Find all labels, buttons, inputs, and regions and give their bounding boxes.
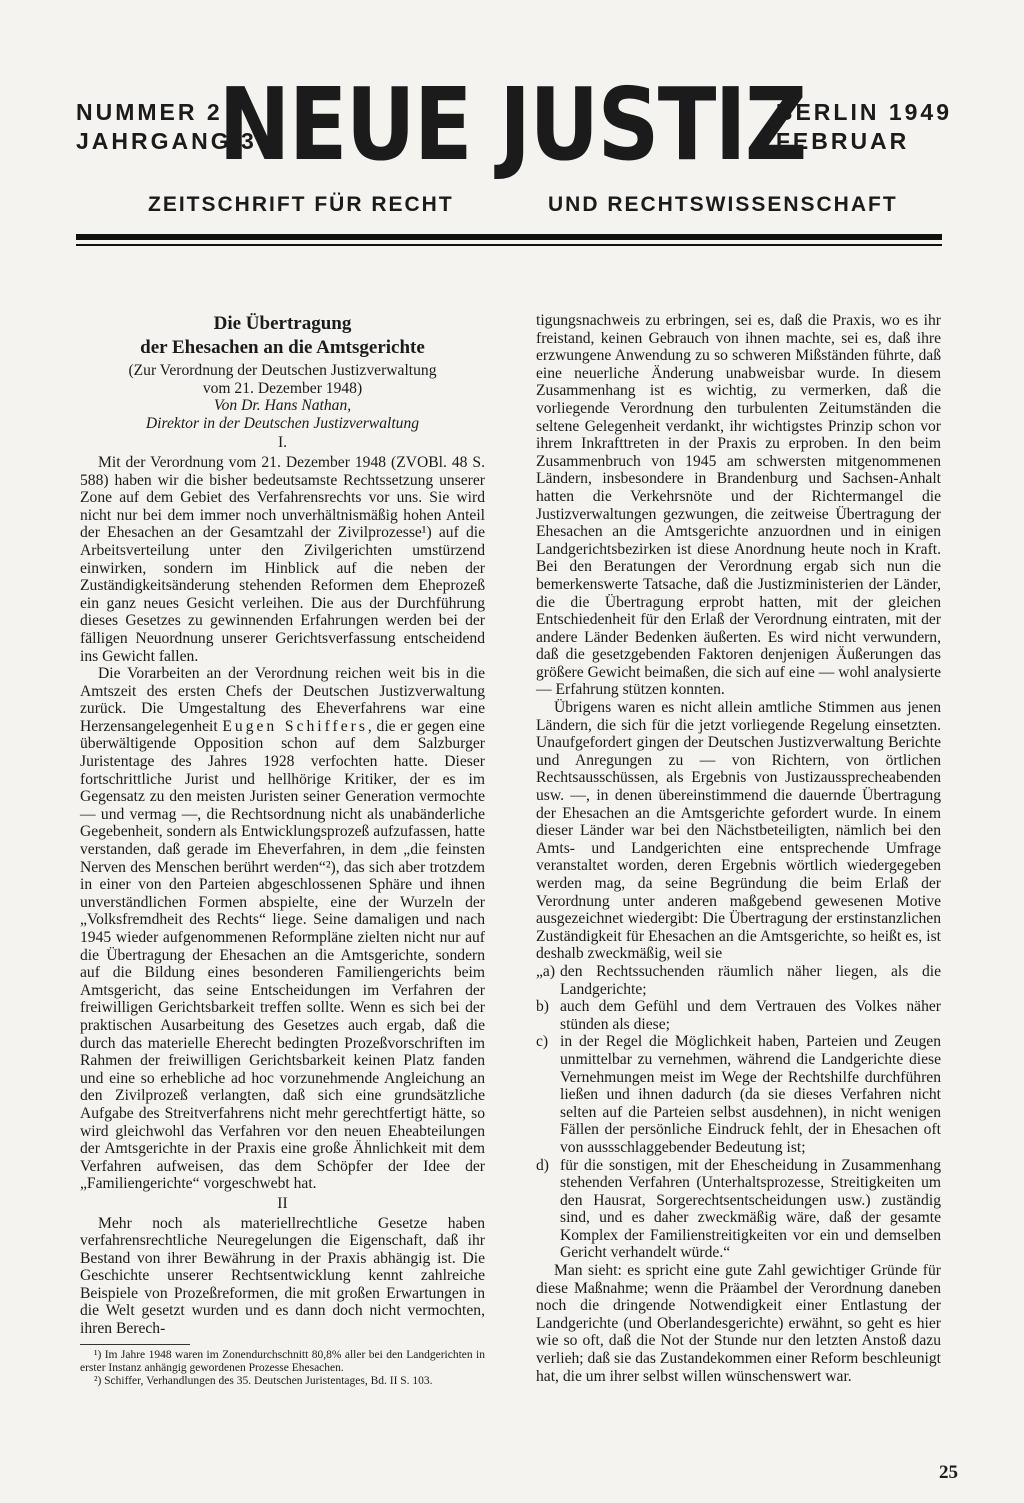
journal-title: NEUE JUSTIZ (218, 66, 806, 183)
page-number: 25 (939, 1462, 958, 1483)
quoted-list (536, 963, 941, 1262)
paragraph-6: Man sieht: es spricht eine gute Zahl gewichtiger Gründe für diese Maßnahme; wenn die Präambel der Verordnung daneben noch die dringende Notwendigkeit einer Entlastung der Landgerichte (und Oberlandesgerichte) erwähnt, so geht es hier wie so oft, daß die Not der Stunde nur den letzten Anstoß dazu verlieh; daß sie das Zustandekommen einer Reform beschleunigt hat, die um ihrer selbst willen wünschenswert war. (536, 1262, 941, 1385)
right-column (536, 312, 941, 1385)
list-item: b) auch dem Gefühl und dem Vertrauen des Volkes näher stünden als diese; (536, 998, 941, 1033)
paragraph-2: Die Vorarbeiten an der Verordnung reichen weit bis in die Amtszeit des ersten Chefs der Deutschen Justizverwaltung zurück. Die Umgestaltung des Eheverfahrens war eine Herzensangelegenheit Eugen Schiffers, die er gegen eine überwältigende Opposition schon auf dem Salzburger Juristentage des Jahres 1928 verfochten hatte. Dieser fortschrittliche Jurist und hellhörige Kritiker, der es im Gegensatz zu den meisten Juristen seiner Generation vermochte — und vermag —, die Rechtsordnung nicht als unabänderliche Gegebenheit, sondern als Entwicklungsprozeß aufzufassen, hatte verstanden, daß gerade im Eheverfahren, in dem „die feinsten Nerven des Menschen berührt werden“²), das sich aber trotzdem in einer von den Parteien abgeschlossenen Sphäre und ihnen unverständlichen Formen abspielte, eine der Wurzeln der „Volksfremdheit des Rechts“ liege. Seine damaligen und nach 1945 wieder aufgenommenen Reformpläne zielten nicht nur auf die Übertragung der Ehesachen an die Amtsgerichte, sondern auf die Bildung eines besonderen Familiengerichts beim Amtsgericht, das seine Entscheidungen im Verfahren der freiwilligen Gerichtsbarkeit treffen sollte. Wenn es sich bei der praktischen Ausarbeitung des Gesetzes auch ergab, daß die durch das materielle Eherecht bedingten Prozeßvorschriften im Rahmen der freiwilligen Gerichtsbarkeit keinen Platz fanden und eine so erhebliche ad hoc vorzunehmende Angleichung an den Zivilprozeß verlangten, daß sich eine grundsätzliche Aufgabe des Streitverfahrens nicht mehr gerechtfertigt hätte, so wird gleichwohl das Verfahren vor den neuen Eheabteilungen der Amtsgerichte in der Praxis eine große Ähnlichkeit mit dem Verfahren aufweisen, das dem Schöpfer der Idee der „Familiengerichte“ vorgeschwebt hat. (80, 665, 485, 1193)
list-item: „a) den Rechtssuchenden räumlich näher liegen, als die Landgerichte; (536, 962, 941, 998)
masthead-rule-thick (76, 234, 942, 240)
issue-number: NUMMER 2 (76, 99, 223, 125)
paragraph-3: Mehr noch als materiellrechtliche Gesetze haben verfahrensrechtliche Neuregelungen die Eigenschaft, daß ihr Bestand von ihrer Bewährung in der Praxis abhängig ist. Die Geschichte unserer Rechtsentwicklung kennt zahlreiche Beispiele von Prozeßreformen, die mit großen Erwartungen in die Welt gesetzt wurden und es dann doch nicht vermochten, ihren Berech- (80, 1214, 485, 1338)
list-item: c) in der Regel die Möglichkeit haben, Parteien und Zeugen unmittelbar zu vernehmen, während die Landgerichte diese Vernehmungen meist im Wege der Rechtshilfe durchführen ließen und ihnen dadurch (da sie dieses Verfahren nicht selten auf die Parteien selbst ausdehnen), in nicht wenigen Fällen der persönliche Eindruck fehlt, der in Ehesachen oft von aussschlaggebender Bedeutung ist; (536, 1033, 941, 1156)
journal-subtitle-left: ZEITSCHRIFT FÜR RECHT (148, 193, 454, 216)
article-subtitle: (Zur Verordnung der Deutschen Justizverwaltung vom 21. Dezember 1948) (128, 362, 437, 397)
masthead-rule-thin (76, 244, 942, 246)
journal-subtitle-right: UND RECHTSWISSENSCHAFT (548, 193, 898, 216)
article-title: Die Übertragung der Ehesachen an die Amtsgerichte (140, 313, 425, 358)
footnote-2: ²) Schiffer, Verhandlungen des 35. Deutschen Juristentages, Bd. II S. 103. (94, 1374, 433, 1387)
paragraph-1: Mit der Verordnung vom 21. Dezember 1948 (ZVOBl. 48 S. 588) haben wir die bisher bedeutsamste Rechtssetzung unserer Zone auf dem Gebiet des Verfahrensrechts vor uns. Sie wird nicht nur bei dem immer noch unverhältnismäßig hohen Anteil der Ehesachen an der Gesamtzahl der Zivilprozesse¹) auf die Arbeitsverteilung unter den Zivilgerichten umstürzend einwirken, sondern im Hinblick auf die neben der Zuständigkeitsänderung stehenden Reformen dem Eheprozeß ein ganz neues Gesicht verleihen. Die aus der Durchführung dieses Gesetzes zu gewinnenden Erfahrungen werden bei der fälligen Neuordnung unserer Gerichtsverfassung entscheidend ins Gewicht fallen. (80, 453, 485, 665)
month: FEBRUAR (775, 128, 910, 154)
footnote-1: ¹) Im Jahre 1948 waren im Zonendurchschnitt 80,8% aller bei den Landgerichten in erster Instanz anhängig gewordenen Prozesse Ehesachen. (80, 1348, 485, 1374)
list-item: d) für die sonstigen, mit der Ehescheidung in Zusammenhang stehenden Verfahren (Unterhaltsprozesse, Streitigkeiten um den Hausrat, Sorgerechtsentscheidungen usw.) zuständig sind, und es daher zweckmäßig wäre, daß der gesamte Komplex der Familienstreitigkeiten vor ein und demselben Gericht verhandelt würde.“ (536, 1156, 941, 1262)
paragraph-5: Übrigens waren es nicht allein amtliche Stimmen aus jenen Ländern, die sich für die jetzt vorliegende Regelung einsetzten. Unaufgefordert gingen der Deutschen Justizverwaltung Berichte und Anregungen zu — von Richtern, von örtlichen Rechtsausschüssen, als Ergebnis von Justizaussprecheabenden usw. —, in denen übereinstimmend die dauernde Übertragung der Ehesachen an die Amtsgerichte gefordert wurde. In einem dieser Länder war bei den Nächstbeteiligten, nämlich bei den Amts- und Landgerichten eine entsprechende Umfrage veranstaltet worden, deren Ergebnis wörtlich wiedergegeben werden mag, da seine Begründung die beim Erlaß der Verordnung unter anderen maßgebend gewesenen Motive ausgezeichnet wiedergibt: Die Übertragung der erstinstanzlichen Zuständigkeit für Ehesachen an die Amtsgerichte, so heißt es, ist deshalb zweckmäßig, weil sie (536, 699, 941, 963)
date-info (776, 98, 952, 156)
volume-number: JAHRGANG 3 (76, 128, 257, 154)
person-name: Eugen Schiffers (222, 717, 368, 735)
footnote-divider (80, 1344, 190, 1345)
section-heading-2: II (277, 1194, 288, 1212)
masthead (0, 0, 1024, 250)
place-year: BERLIN 1949 (775, 99, 952, 125)
article-author: Von Dr. Hans Nathan, Direktor in der Deutschen Justizverwaltung (145, 397, 420, 432)
section-heading-1: I. (277, 434, 288, 452)
paragraph-4: tigungsnachweis zu erbringen, sei es, daß die Praxis, wo es ihr freistand, keinen Gebrauch von ihnen machte, sei es, daß ihre erzwungene Anwendung zu so schweren Mißständen führte, daß eine neuerliche Änderung unabweisbar wurde. In diesem Zusammenhang ist es wichtig, zu vermerken, daß die vorliegende Verordnung den turbulenten Zeitumständen die seltene Gelegenheit verdankt, ihr wichtigstes Prinzip schon vor ihrem Inkrafttreten in der Praxis zu erproben. In den beim Zusammenbruch von 1945 am schwersten mitgenommenen Ländern, insbesondere in Brandenburg und Sachsen-Anhalt hatten die Verkehrsnöte und der Richtermangel die Justizverwaltungen gezwungen, die zeitweise Übertragung der Ehesachen an die Amtsgerichte anzuordnen und in einigen Landgerichtsbezirken ist diese Anordnung heute noch in Kraft. Bei den Beratungen der Verordnung ergab sich nun die bemerkenswerte Tatsache, daß die Justizministerien der Länder, die die Übertragung erprobt hatten, mit der gleichen Entschiedenheit für den Erlaß der Verordnung eintraten, mit der andere Länder Bedenken äußerten. Es wird nicht verwundern, daß die gesetzgebenden Faktoren denjenigen Äußerungen das größere Gewicht beimaßen, die sich auf eine — wohl analysierte — Erfahrung stützen konnten. (536, 312, 941, 699)
left-column (80, 312, 485, 1388)
